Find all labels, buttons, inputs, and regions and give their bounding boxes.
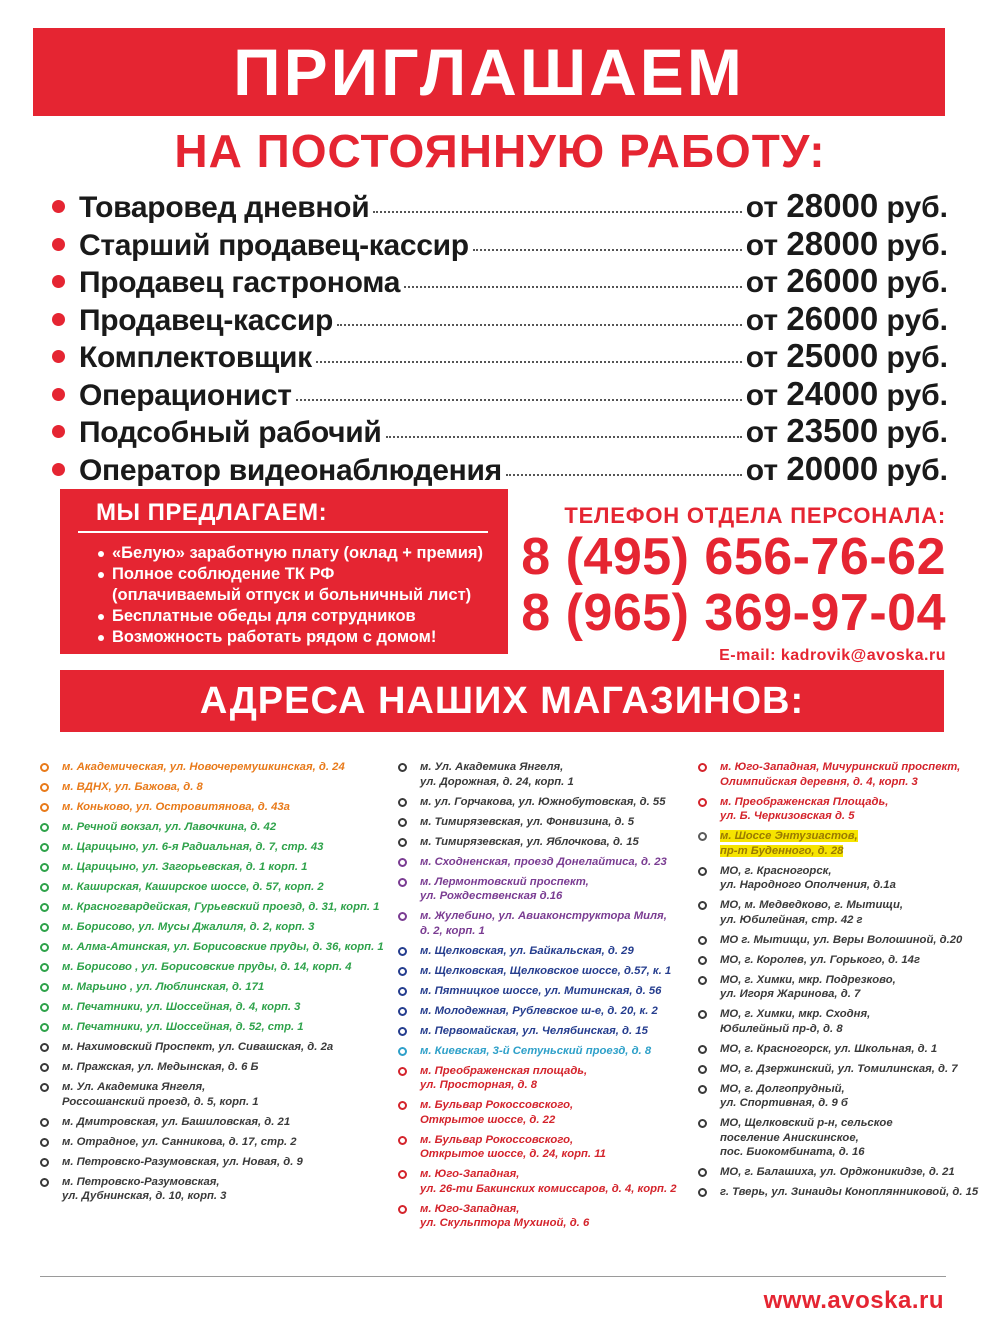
salary-amount: 24000 xyxy=(786,374,879,412)
address-line: ул. 26-ти Бакинских комиссаров, д. 4, корп. 2 xyxy=(420,1182,677,1195)
address-item xyxy=(698,1007,988,1036)
address-line: м. Тимирязевская, ул. Яблочкова, д. 15 xyxy=(420,835,639,848)
address-line: м. Коньково, ул. Островитянова, д. 43а xyxy=(62,801,290,813)
circle-bullet-icon xyxy=(398,1205,407,1214)
address-item xyxy=(698,973,988,1002)
offer-item: Полное соблюдение ТК РФ xyxy=(98,564,490,585)
job-title: Продавец гастронома xyxy=(79,266,401,299)
address-line: Россошанский проезд, д. 5, корп. 1 xyxy=(62,1095,259,1108)
job-title: Комплектовщик xyxy=(79,341,312,374)
address-column-3 xyxy=(698,760,988,1205)
job-row xyxy=(52,225,948,263)
circle-bullet-icon xyxy=(40,843,49,852)
address-line: м. Щелковская, ул. Байкальская, д. 29 xyxy=(420,944,634,957)
dotted-leader xyxy=(386,436,742,438)
circle-bullet-icon xyxy=(40,803,49,812)
phone-number-2[interactable]: 8 (965) 369-97-04 xyxy=(521,584,946,642)
address-line: м. ул. Горчакова, ул. Южнобутовская, д. 55 xyxy=(420,795,666,808)
contacts-block xyxy=(520,503,946,665)
address-item xyxy=(698,829,988,858)
address-line: м. ВДНХ, ул. Бажова, д. 8 xyxy=(62,781,203,793)
salary-currency: руб. xyxy=(886,453,948,487)
job-salary xyxy=(746,262,948,300)
address-item xyxy=(40,1155,395,1170)
address-line: МО, г. Химки, мкр. Подрезково, xyxy=(720,973,896,986)
address-line: м. Шоссе Энтузиастов, xyxy=(720,830,858,842)
page-subtitle: НА ПОСТОЯННУЮ РАБОТУ: xyxy=(174,125,826,177)
bullet-icon xyxy=(52,238,65,251)
job-title: Операционист xyxy=(79,378,292,412)
address-item xyxy=(398,1044,698,1059)
circle-bullet-icon xyxy=(40,783,49,792)
address-item xyxy=(698,898,988,927)
address-line: м. Юго-Западная, xyxy=(420,1202,520,1215)
circle-bullet-icon xyxy=(40,1158,49,1167)
address-item xyxy=(698,760,988,789)
circle-bullet-icon xyxy=(40,903,49,912)
address-line: м. Бульвар Рокоссовского, xyxy=(420,1133,574,1146)
circle-bullet-icon xyxy=(398,912,407,921)
address-line: м. Дмитровская, ул. Башиловская, д. 21 xyxy=(62,1115,291,1128)
address-line: Открытое шоссе, д. 22 xyxy=(420,1113,556,1126)
circle-bullet-icon xyxy=(40,883,49,892)
address-item xyxy=(698,1082,988,1111)
salary-currency: руб. xyxy=(886,266,948,299)
address-line: м. Жулебино, ул. Авиаконструктора Миля, xyxy=(420,910,667,922)
address-item xyxy=(698,953,988,968)
salary-amount: 26000 xyxy=(786,299,879,337)
address-line: ул. Спортивная, д. 9 б xyxy=(720,1097,848,1109)
circle-bullet-icon xyxy=(398,967,407,976)
offer-item: Возможность работать рядом с домом! xyxy=(98,627,490,648)
address-line: м. Борисово, ул. Мусы Джалиля, д. 2, корп. 3 xyxy=(62,921,315,933)
job-row xyxy=(52,450,948,488)
salary-currency: руб. xyxy=(886,303,948,337)
bullet-icon xyxy=(52,425,65,438)
job-row xyxy=(52,412,948,450)
address-item xyxy=(398,1098,698,1127)
circle-bullet-icon xyxy=(40,983,49,992)
circle-bullet-icon xyxy=(698,1010,707,1019)
job-list xyxy=(52,187,948,487)
dotted-leader xyxy=(373,211,741,213)
address-item xyxy=(40,840,395,855)
address-line: м. Пражская, ул. Медынская, д. 6 Б xyxy=(62,1061,259,1073)
salary-prefix: от xyxy=(745,191,779,224)
address-line: м. Бульвар Рокоссовского, xyxy=(420,1099,574,1111)
address-line: МО, г. Дзержинский, ул. Томилинская, д. 7 xyxy=(720,1062,958,1075)
address-line: м. Первомайская, ул. Челябинская, д. 15 xyxy=(420,1024,648,1037)
address-line: м. Алма-Атинская, ул. Борисовские пруды, д. 36, корп. 1 xyxy=(62,941,384,953)
salary-prefix: от xyxy=(745,228,779,262)
hero-banner xyxy=(33,28,945,116)
address-line: ул. Юбилейная, стр. 42 г xyxy=(720,913,863,926)
salary-currency: руб. xyxy=(886,416,948,449)
salary-prefix: от xyxy=(745,416,779,449)
salary-prefix: от xyxy=(745,303,779,337)
address-line: м. Пятницкое шоссе, ул. Митинская, д. 56 xyxy=(420,984,662,997)
dotted-leader xyxy=(473,249,742,251)
address-item xyxy=(398,1024,698,1039)
address-line: м. Молодежная, Рублевское ш-е, д. 20, к. 2 xyxy=(420,1004,658,1017)
address-item xyxy=(398,1064,698,1093)
circle-bullet-icon xyxy=(698,763,707,772)
job-row xyxy=(52,337,948,375)
job-row xyxy=(52,375,948,413)
circle-bullet-icon xyxy=(698,1065,707,1074)
bullet-icon xyxy=(52,463,65,476)
address-line: м. Отрадное, ул. Санникова, д. 17, стр. 2 xyxy=(62,1135,297,1148)
offer-divider xyxy=(78,531,488,533)
address-line: м. Печатники, ул. Шоссейная, д. 52, стр. 1 xyxy=(62,1021,304,1033)
circle-bullet-icon xyxy=(698,867,707,876)
salary-prefix: от xyxy=(745,378,779,412)
address-item xyxy=(398,944,698,959)
address-line: Открытое шоссе, д. 24, корп. 11 xyxy=(420,1148,606,1160)
address-line: МО, г. Красногорск, ул. Школьная, д. 1 xyxy=(720,1042,938,1055)
circle-bullet-icon xyxy=(40,1043,49,1052)
address-item xyxy=(698,1062,988,1077)
address-line: м. Красногвардейская, Гурьевский проезд, д. 31, корп. 1 xyxy=(62,901,380,913)
address-line: г. Тверь, ул. Зинаиды Коноплянниковой, д. 15 xyxy=(720,1186,979,1198)
salary-currency: руб. xyxy=(886,191,948,224)
address-item xyxy=(40,1115,395,1130)
circle-bullet-icon xyxy=(40,1083,49,1092)
job-title: Подсобный рабочий xyxy=(79,416,382,449)
salary-amount: 28000 xyxy=(786,187,879,224)
bullet-icon xyxy=(52,200,65,213)
hero-title: ПРИГЛАШАЕМ xyxy=(233,35,745,109)
address-line: ул. Дорожная, д. 24, корп. 1 xyxy=(420,775,574,788)
address-line: ул. Просторная, д. 8 xyxy=(420,1079,538,1091)
circle-bullet-icon xyxy=(698,1085,707,1094)
address-line: пос. Биокомбината, д. 16 xyxy=(720,1146,865,1158)
address-item xyxy=(398,909,698,938)
address-item xyxy=(40,960,395,975)
circle-bullet-icon xyxy=(398,763,407,772)
circle-bullet-icon xyxy=(698,956,707,965)
address-line: м. Лермонтовский проспект, xyxy=(420,875,589,888)
address-item xyxy=(40,900,395,915)
address-item xyxy=(40,1175,395,1204)
address-item xyxy=(40,980,395,995)
salary-amount: 26000 xyxy=(786,262,879,299)
salary-amount: 20000 xyxy=(786,449,879,487)
job-salary xyxy=(746,337,948,375)
circle-bullet-icon xyxy=(398,947,407,956)
address-line: м. Юго-Западная, xyxy=(420,1168,520,1180)
salary-amount: 25000 xyxy=(786,337,879,374)
job-title: Оператор видеонаблюдения xyxy=(79,453,502,487)
salary-prefix: от xyxy=(745,341,779,374)
salary-prefix: от xyxy=(745,266,779,299)
circle-bullet-icon xyxy=(40,1138,49,1147)
dotted-leader xyxy=(506,474,742,476)
circle-bullet-icon xyxy=(40,923,49,932)
dotted-leader xyxy=(337,324,742,326)
circle-bullet-icon xyxy=(398,798,407,807)
addresses-banner xyxy=(60,670,944,732)
address-column-1 xyxy=(40,760,395,1209)
address-item xyxy=(698,1116,988,1160)
address-column-2 xyxy=(398,760,698,1236)
circle-bullet-icon xyxy=(698,1045,707,1054)
address-item xyxy=(398,1133,698,1162)
circle-bullet-icon xyxy=(398,858,407,867)
circle-bullet-icon xyxy=(40,943,49,952)
address-item xyxy=(398,1202,698,1231)
circle-bullet-icon xyxy=(398,987,407,996)
salary-currency: руб. xyxy=(886,341,948,374)
address-line: м. Марьино , ул. Люблинская, д. 171 xyxy=(62,981,265,993)
job-salary xyxy=(746,225,948,263)
circle-bullet-icon xyxy=(398,838,407,847)
address-line: м. Ул. Академика Янгеля, xyxy=(62,1081,206,1093)
dotted-leader xyxy=(316,361,742,363)
address-item xyxy=(698,1165,988,1180)
circle-bullet-icon xyxy=(698,1188,707,1197)
job-title: Старший продавец-кассир xyxy=(79,228,469,262)
circle-bullet-icon xyxy=(398,1007,407,1016)
circle-bullet-icon xyxy=(698,901,707,910)
bullet-icon xyxy=(52,313,65,326)
circle-bullet-icon xyxy=(40,863,49,872)
address-item xyxy=(398,875,698,904)
address-item xyxy=(398,984,698,999)
offer-box xyxy=(60,489,508,654)
circle-bullet-icon xyxy=(698,976,707,985)
address-item xyxy=(40,760,395,775)
circle-bullet-icon xyxy=(40,823,49,832)
address-line: МО, м. Медведково, г. Мытищи, xyxy=(720,899,903,911)
address-line: м. Преображенская площадь, xyxy=(420,1064,588,1077)
offer-list xyxy=(98,543,490,648)
email-link[interactable]: E-mail: kadrovik@avoska.ru xyxy=(719,647,946,664)
address-line: МО г. Мытищи, ул. Веры Волошиной, д.20 xyxy=(720,933,963,946)
job-salary xyxy=(746,412,948,450)
dotted-leader xyxy=(296,399,742,401)
address-item xyxy=(398,1004,698,1019)
addresses-title: АДРЕСА НАШИХ МАГАЗИНОВ: xyxy=(199,679,805,722)
circle-bullet-icon xyxy=(398,1170,407,1179)
address-line: м. Каширская, Каширское шоссе, д. 57, корп. 2 xyxy=(62,881,324,893)
address-item xyxy=(40,800,395,815)
address-item xyxy=(40,1040,395,1055)
circle-bullet-icon xyxy=(398,878,407,887)
job-title: Товаровед дневной xyxy=(79,191,370,224)
address-line: МО, г. Красногорск, xyxy=(720,864,832,877)
job-title: Продавец-кассир xyxy=(79,303,334,337)
footer-divider xyxy=(40,1276,946,1277)
job-row xyxy=(52,262,948,300)
address-line: ул. Игоря Жаринова, д. 7 xyxy=(720,988,861,1000)
circle-bullet-icon xyxy=(40,1178,49,1187)
phone-number-1[interactable]: 8 (495) 656-76-62 xyxy=(521,528,946,586)
address-line: м. Нахимовский Проспект, ул. Сивашская, д. 2а xyxy=(62,1041,334,1053)
address-item xyxy=(40,1060,395,1075)
address-item xyxy=(40,1020,395,1035)
address-item xyxy=(40,860,395,875)
address-line: м. Преображенская Площадь, xyxy=(720,795,889,808)
address-line: МО, г. Химки, мкр. Сходня, xyxy=(720,1008,871,1020)
circle-bullet-icon xyxy=(40,763,49,772)
offer-item: (оплачиваемый отпуск и больничный лист) xyxy=(112,586,472,604)
address-item xyxy=(40,880,395,895)
circle-bullet-icon xyxy=(40,1003,49,1012)
salary-amount: 28000 xyxy=(786,224,879,262)
offer-item: Бесплатные обеды для сотрудников xyxy=(98,606,490,627)
offer-title: МЫ ПРЕДЛАГАЕМ: xyxy=(96,499,328,526)
circle-bullet-icon xyxy=(398,818,407,827)
address-item xyxy=(398,964,698,979)
salary-amount: 23500 xyxy=(786,412,879,449)
address-line: МО, г. Долгопрудный, xyxy=(720,1082,845,1095)
bullet-icon xyxy=(52,275,65,288)
address-line: м. Юго-Западная, Мичуринский проспект, xyxy=(720,761,961,773)
circle-bullet-icon xyxy=(398,1136,407,1145)
circle-bullet-icon xyxy=(40,1023,49,1032)
address-line: м. Ул. Академика Янгеля, xyxy=(420,761,564,773)
dotted-leader xyxy=(404,286,742,288)
address-line: ул. Б. Черкизовская д. 5 xyxy=(720,810,855,822)
circle-bullet-icon xyxy=(698,798,707,807)
job-row xyxy=(52,187,948,225)
address-item xyxy=(398,815,698,830)
address-item xyxy=(40,1080,395,1109)
salary-currency: руб. xyxy=(886,378,948,412)
address-line: МО, Щелковский р-н, сельское xyxy=(720,1117,893,1129)
bullet-icon xyxy=(52,350,65,363)
website-link[interactable]: www.avoska.ru xyxy=(763,1287,944,1314)
circle-bullet-icon xyxy=(398,1101,407,1110)
job-salary xyxy=(746,450,948,488)
address-line: м. Щелковская, Щелковское шоссе, д.57, к. 1 xyxy=(420,964,672,977)
circle-bullet-icon xyxy=(398,1047,407,1056)
address-line: м. Киевская, 3-й Сетуньский проезд, д. 8 xyxy=(420,1044,652,1057)
address-line: МО, г. Королев, ул. Горького, д. 14г xyxy=(720,953,920,966)
job-salary xyxy=(746,300,948,338)
address-line: м. Борисово , ул. Борисовские пруды, д. 14, корп. 4 xyxy=(62,961,352,973)
address-item xyxy=(698,795,988,824)
circle-bullet-icon xyxy=(698,832,707,841)
address-line: поселение Анискинское, xyxy=(720,1131,859,1144)
address-item xyxy=(40,920,395,935)
address-item xyxy=(698,933,988,948)
address-item xyxy=(398,835,698,850)
address-line: м. Речной вокзал, ул. Лавочкина, д. 42 xyxy=(62,821,277,833)
address-item xyxy=(398,1167,698,1196)
address-line: м. Тимирязевская, ул. Фонвизина, д. 5 xyxy=(420,815,635,828)
address-line: МО, г. Балашиха, ул. Орджоникидзе, д. 21 xyxy=(720,1166,955,1178)
job-salary xyxy=(746,375,948,413)
circle-bullet-icon xyxy=(40,1063,49,1072)
contacts-title: ТЕЛЕФОН ОТДЕЛА ПЕРСОНАЛА: xyxy=(564,503,946,528)
circle-bullet-icon xyxy=(40,963,49,972)
address-line: м. Печатники, ул. Шоссейная, д. 4, корп. 3 xyxy=(62,1001,301,1013)
address-item xyxy=(40,820,395,835)
circle-bullet-icon xyxy=(698,1119,707,1128)
job-salary xyxy=(746,187,948,225)
address-line: м. Петровско-Разумовская, xyxy=(62,1175,220,1188)
address-line: Юбилейный пр-д, д. 8 xyxy=(720,1022,843,1035)
circle-bullet-icon xyxy=(40,1118,49,1127)
circle-bullet-icon xyxy=(398,1067,407,1076)
address-item xyxy=(698,1185,988,1200)
address-item xyxy=(40,1000,395,1015)
address-item xyxy=(698,1042,988,1057)
address-line: ул. Рождественская д.16 xyxy=(420,890,563,902)
address-item xyxy=(40,940,395,955)
salary-currency: руб. xyxy=(886,228,948,262)
address-line: ул. Дубнинская, д. 10, корп. 3 xyxy=(62,1190,227,1202)
salary-prefix: от xyxy=(745,453,779,487)
address-item xyxy=(398,760,698,789)
address-item xyxy=(398,855,698,870)
job-row xyxy=(52,300,948,338)
circle-bullet-icon xyxy=(398,1027,407,1036)
address-line: м. Петровско-Разумовская, ул. Новая, д. 9 xyxy=(62,1155,303,1168)
address-line: д. 2, корп. 1 xyxy=(420,924,485,937)
bullet-icon xyxy=(52,388,65,401)
circle-bullet-icon xyxy=(698,1168,707,1177)
offer-item: «Белую» заработную плату (оклад + премия) xyxy=(98,543,490,564)
address-item xyxy=(40,780,395,795)
address-item xyxy=(40,1135,395,1150)
address-line: м. Сходненская, проезд Донелайтиса, д. 23 xyxy=(420,855,667,868)
address-line: ул. Скульптора Мухиной, д. 6 xyxy=(420,1217,590,1229)
address-line: м. Царицыно, ул. 6-я Радиальная, д. 7, стр. 43 xyxy=(62,841,324,853)
address-item xyxy=(698,864,988,893)
address-line: м. Академическая, ул. Новочеремушкинская, д. 24 xyxy=(62,761,345,773)
address-line: Олимпийская деревня, д. 4, корп. 3 xyxy=(720,775,918,788)
address-item xyxy=(398,795,698,810)
address-line: пр-т Буденного, д. 28 xyxy=(720,844,844,857)
address-line: ул. Народного Ополчения, д.1а xyxy=(720,879,896,891)
circle-bullet-icon xyxy=(698,936,707,945)
address-line: м. Царицыно, ул. Загорьевская, д. 1 корп. 1 xyxy=(62,861,308,873)
